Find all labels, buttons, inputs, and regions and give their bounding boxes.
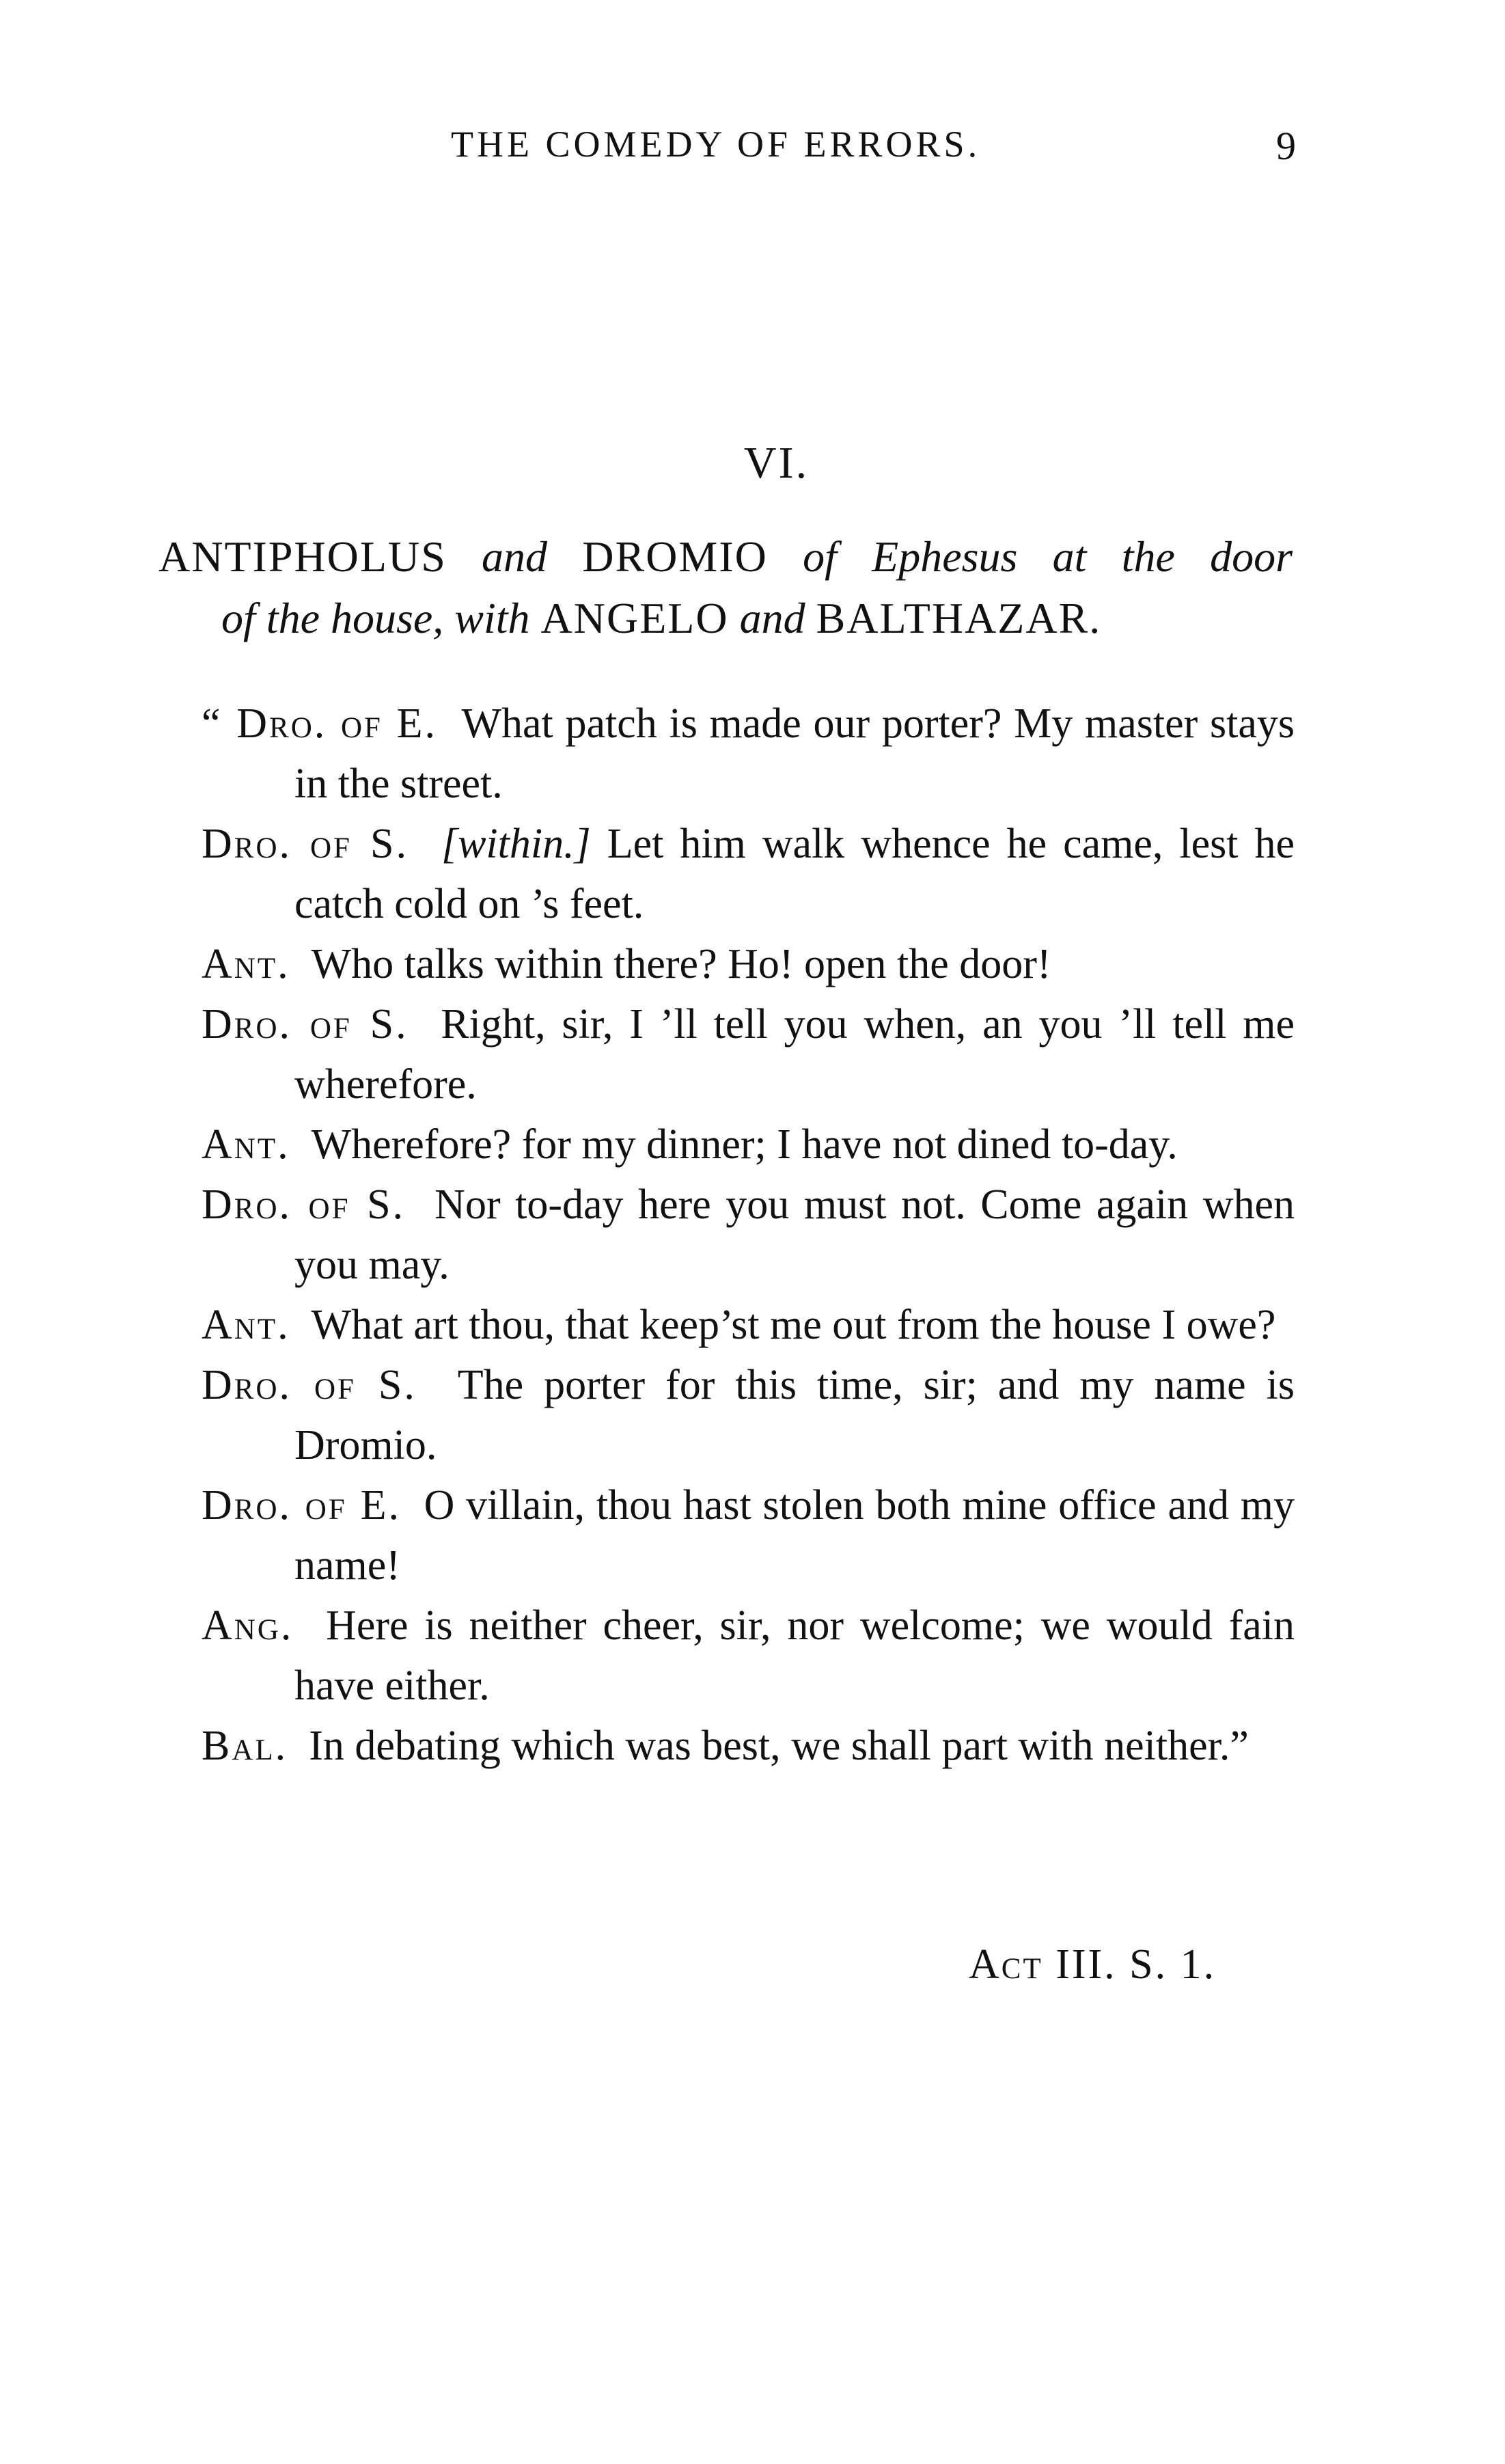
speech: [202, 814, 1295, 934]
speaker-name: Dro. of S.: [202, 1181, 406, 1228]
character-name: ANGELO: [540, 594, 729, 642]
speaker-name: Dro. of S.: [202, 821, 409, 867]
speaker-name: “ Dro. of E.: [202, 700, 438, 747]
speech: [202, 1475, 1295, 1596]
character-name: DROMIO: [582, 532, 768, 581]
speech: [202, 1295, 1295, 1355]
speaker-name: Bal.: [202, 1723, 288, 1769]
speech: [202, 1114, 1295, 1175]
section-number-text: VI.: [743, 438, 810, 488]
speaker-name: Ant.: [202, 1302, 290, 1348]
scene-heading-line-2: [158, 588, 1293, 649]
speaker-name: Dro. of S.: [202, 1362, 417, 1408]
citation-ref: III. S. 1.: [1055, 1941, 1217, 1988]
speech-text: Wherefore? for my dinner; I have not dined to-day.: [311, 1121, 1178, 1168]
speech-text: Here is neither cheer, sir, nor welcome; we would fain have either.: [294, 1602, 1295, 1709]
dialogue-block: [202, 694, 1295, 1776]
speech-text: What art thou, that keep’st me out from the house I owe?: [311, 1302, 1276, 1348]
speech-text: Who talks within there? Ho! open the door!: [311, 941, 1051, 987]
character-name: BALTHAZAR.: [816, 594, 1102, 642]
speaker-name: Dro. of E.: [202, 1482, 401, 1529]
speech-text: Right, sir, I ’ll tell you when, an you ’ll tell me wherefore.: [294, 1001, 1295, 1108]
character-name: ANTIPHOLUS: [158, 532, 447, 581]
setting-text: of the house, with: [221, 594, 530, 642]
running-title: THE COMEDY OF ERRORS.: [451, 124, 981, 165]
speaker-name: Ant.: [202, 1121, 290, 1168]
connector-text: and: [739, 594, 805, 642]
citation-act: Act: [969, 1941, 1043, 1988]
speech-text: Let him walk whence he came, lest he catch cold on ’s feet.: [294, 821, 1295, 927]
speech-text: The porter for this time, sir; and my name is Dromio.: [294, 1362, 1295, 1468]
scene-heading-line-1: [158, 526, 1293, 588]
speech-text: In debating which was best, we shall part with neither.”: [309, 1723, 1249, 1769]
page-number: 9: [1276, 124, 1296, 168]
speech: [202, 1596, 1295, 1716]
speech: [202, 1716, 1295, 1776]
speaker-name: Ang.: [202, 1602, 294, 1649]
stage-direction: [within.]: [441, 821, 591, 867]
speech-text: What patch is made our porter? My master stays in the street.: [294, 700, 1295, 807]
speech: [202, 694, 1295, 814]
speaker-name: Dro. of S.: [202, 1001, 409, 1048]
speech-text: Nor to-day here you must not. Come again when you may.: [294, 1181, 1295, 1288]
section-number: [0, 437, 1505, 489]
setting-text: of Ephesus at the door: [803, 532, 1293, 581]
act-scene-citation: [969, 1941, 1216, 1989]
speech: [202, 1355, 1295, 1475]
speech: [202, 934, 1295, 994]
speech: [202, 1175, 1295, 1295]
connector-text: and: [482, 532, 548, 581]
speech-text: O villain, thou hast stolen both mine office and my name!: [294, 1482, 1295, 1589]
scene-heading: [158, 526, 1293, 649]
speaker-name: Ant.: [202, 941, 290, 987]
speech: [202, 994, 1295, 1114]
